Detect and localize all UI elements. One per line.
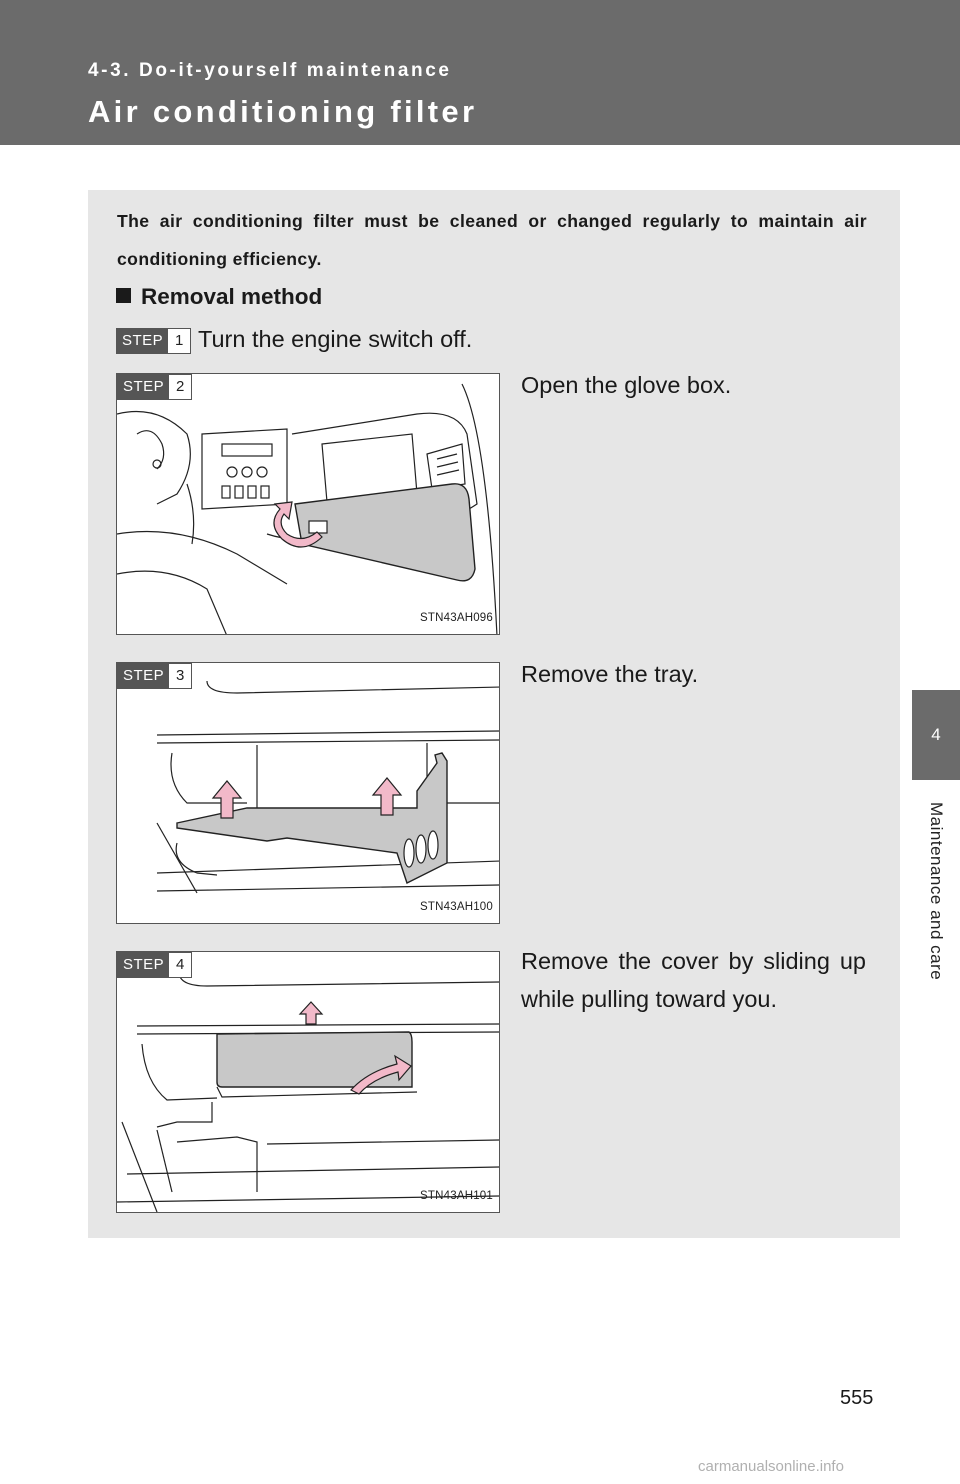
subheading bbox=[116, 284, 322, 310]
chapter-tab[interactable] bbox=[912, 690, 960, 780]
figure-code: STN43AH101 bbox=[420, 1190, 493, 1202]
chapter-number: 4 bbox=[931, 725, 941, 744]
step-word: STEP bbox=[117, 329, 168, 353]
step-3-badge bbox=[117, 663, 192, 689]
square-bullet-icon bbox=[116, 288, 131, 303]
page-title: Air conditioning filter bbox=[88, 94, 478, 129]
step-number: 3 bbox=[176, 667, 185, 684]
tray-illustration bbox=[117, 663, 500, 924]
glove-box-illustration bbox=[117, 374, 500, 635]
step-number: 1 bbox=[175, 332, 184, 349]
cover-illustration bbox=[117, 952, 500, 1213]
chapter-label: Maintenance and care bbox=[927, 802, 946, 981]
step-number: 2 bbox=[176, 378, 185, 395]
step-2-text: Open the glove box. bbox=[521, 372, 732, 398]
figure-code: STN43AH096 bbox=[420, 612, 493, 624]
figure-code: STN43AH100 bbox=[420, 901, 493, 913]
step-2-figure bbox=[116, 373, 500, 635]
section-label: 4-3. Do-it-yourself maintenance bbox=[88, 60, 452, 81]
step-1-badge bbox=[116, 328, 191, 354]
step-word: STEP bbox=[118, 953, 169, 977]
chapter-label-strip bbox=[912, 790, 960, 1030]
step-word: STEP bbox=[118, 664, 169, 688]
step-4-badge bbox=[117, 952, 192, 978]
step-4-figure bbox=[116, 951, 500, 1213]
step-number: 4 bbox=[176, 956, 185, 973]
step-2-badge bbox=[117, 374, 192, 400]
page-number: 555 bbox=[840, 1387, 874, 1409]
step-3-figure bbox=[116, 662, 500, 924]
step-word: STEP bbox=[118, 375, 169, 399]
subheading-text: Removal method bbox=[141, 284, 323, 309]
page-header bbox=[0, 0, 960, 145]
step-3-text: Remove the tray. bbox=[521, 661, 699, 687]
intro-paragraph: The air conditioning filter must be cleaned or changed regularly to maintain air conditioning efficiency. bbox=[117, 211, 867, 269]
step-4-text: Remove the cover by sliding up while pulling toward you. bbox=[521, 948, 866, 1012]
watermark[interactable]: carmanualsonline.info bbox=[698, 1458, 844, 1475]
step-1-text: Turn the engine switch off. bbox=[198, 326, 473, 352]
